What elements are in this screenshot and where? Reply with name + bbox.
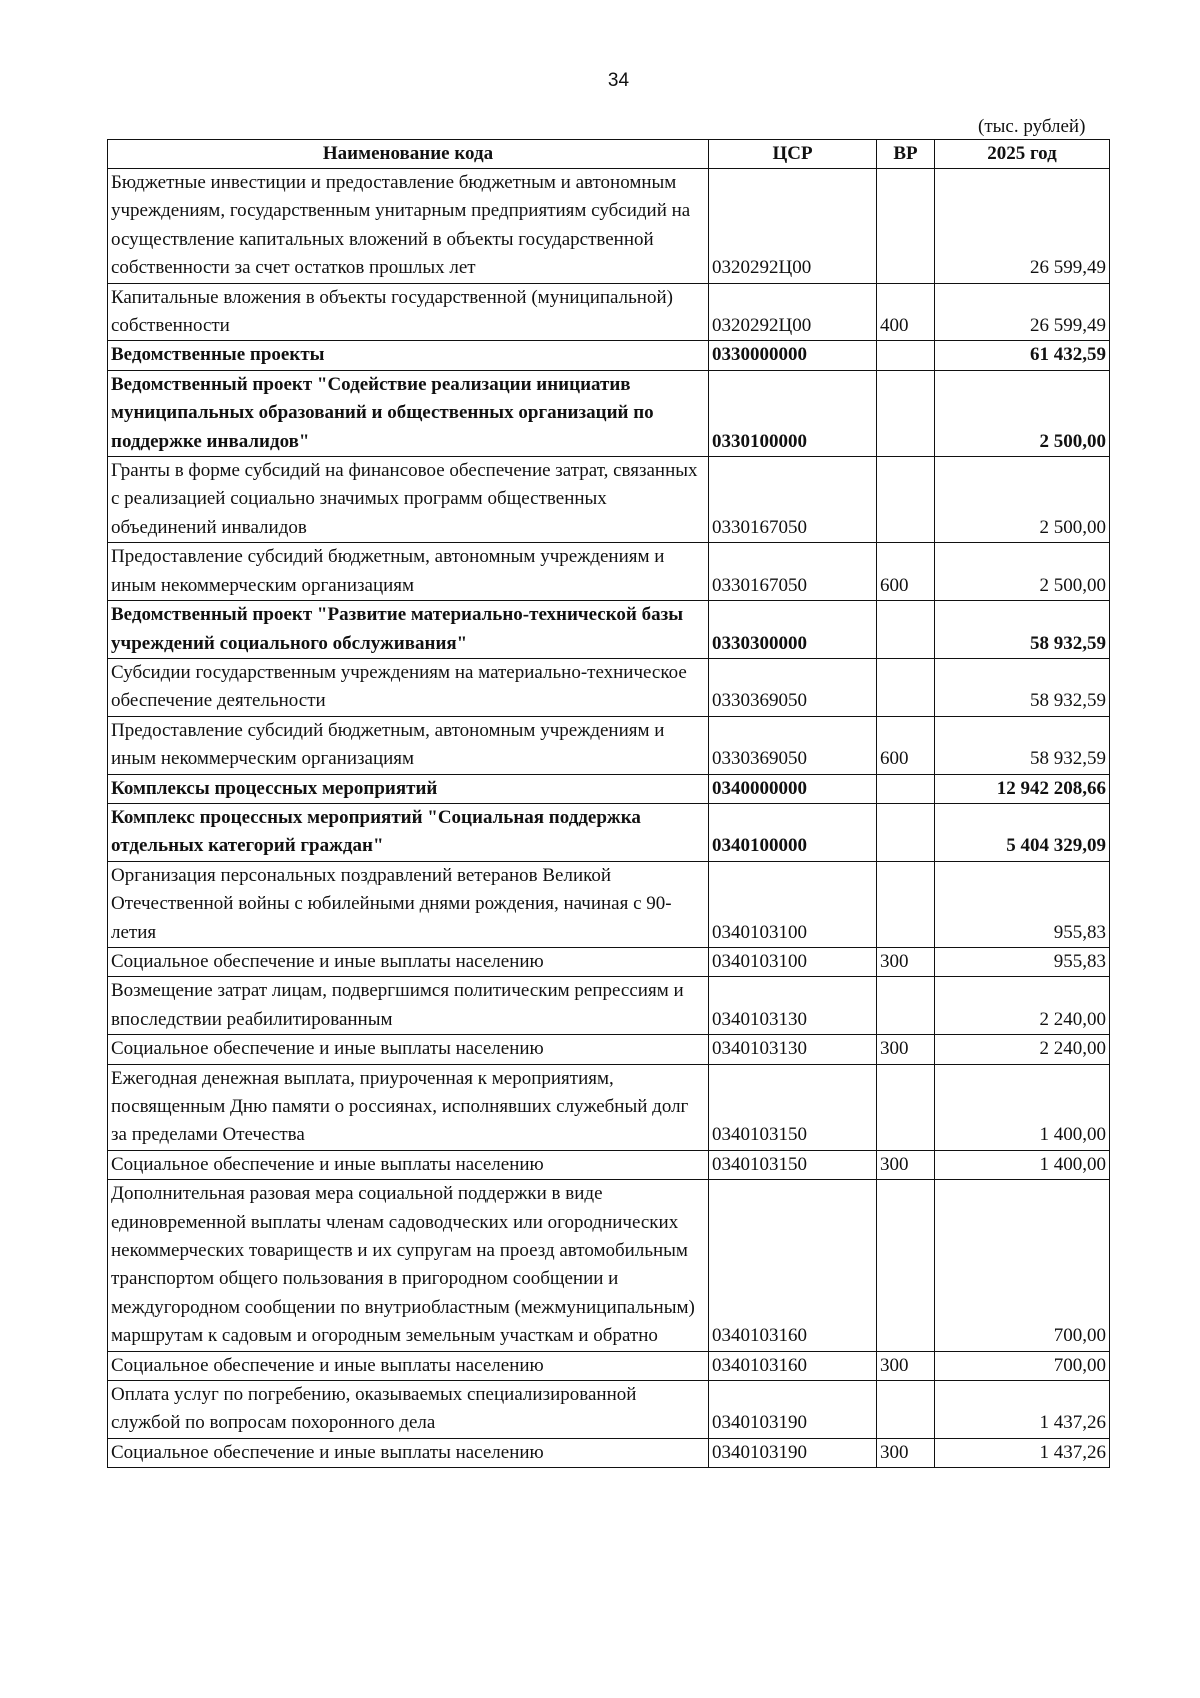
row-csr-cell: 0340100000 [709,803,877,861]
row-amount-cell: 58 932,59 [935,658,1110,716]
table-row [108,1064,1110,1150]
row-amount-cell: 700,00 [935,1180,1110,1351]
row-csr-cell: 0330300000 [709,601,877,659]
row-amount-cell: 26 599,49 [935,169,1110,284]
row-vr-cell: 300 [877,1351,935,1380]
row-amount-cell: 5 404 329,09 [935,803,1110,861]
header-name: Наименование кода [108,140,709,169]
row-vr-cell [877,774,935,803]
row-name-cell: Бюджетные инвестиции и предоставление бюджетным и автономным учреждениям, государственным унитарным предприятиям субсидий на осуществление капитальных вложений в объекты государственной собственности за счет остатков прошлых лет [108,169,709,284]
table-row [108,169,1110,284]
row-csr-cell: 0320292Ц00 [709,283,877,341]
row-csr-cell: 0330167050 [709,543,877,601]
row-amount-cell: 2 500,00 [935,370,1110,456]
table-row [108,716,1110,774]
row-vr-cell [877,803,935,861]
row-amount-cell: 1 400,00 [935,1150,1110,1179]
table-row [108,1180,1110,1351]
table-row [108,947,1110,976]
row-name-cell: Организация персональных поздравлений ветеранов Великой Отечественной войны с юбилейными днями рождения, начиная с 90-летия [108,861,709,947]
row-csr-cell: 0340103190 [709,1381,877,1439]
table-row [108,370,1110,456]
table-row [108,658,1110,716]
row-vr-cell: 300 [877,1150,935,1179]
row-name-cell: Социальное обеспечение и иные выплаты населению [108,1035,709,1064]
row-name-cell: Социальное обеспечение и иные выплаты населению [108,1150,709,1179]
table-row [108,774,1110,803]
header-vr: ВР [877,140,935,169]
row-vr-cell: 300 [877,947,935,976]
row-csr-cell: 0340103130 [709,977,877,1035]
row-name-cell: Возмещение затрат лицам, подвергшимся политическим репрессиям и впоследствии реабилитированным [108,977,709,1035]
table-row [108,283,1110,341]
row-vr-cell: 400 [877,283,935,341]
row-csr-cell: 0320292Ц00 [709,169,877,284]
row-vr-cell [877,1180,935,1351]
row-vr-cell [877,457,935,543]
row-amount-cell: 2 240,00 [935,977,1110,1035]
row-amount-cell: 58 932,59 [935,716,1110,774]
table-row [108,457,1110,543]
row-name-cell: Оплата услуг по погребению, оказываемых специализированной службой по вопросам похоронного дела [108,1381,709,1439]
table-body [108,169,1110,1468]
row-csr-cell: 0340103190 [709,1438,877,1467]
row-csr-cell: 0340103150 [709,1150,877,1179]
units-label: (тыс. рублей) [978,116,1086,137]
row-vr-cell: 600 [877,543,935,601]
row-csr-cell: 0340103130 [709,1035,877,1064]
row-amount-cell: 1 400,00 [935,1064,1110,1150]
table-row [108,1351,1110,1380]
row-name-cell: Капитальные вложения в объекты государственной (муниципальной) собственности [108,283,709,341]
row-amount-cell: 2 500,00 [935,543,1110,601]
row-csr-cell: 0340103100 [709,947,877,976]
table-header-row [108,140,1110,169]
row-amount-cell: 2 240,00 [935,1035,1110,1064]
row-name-cell: Комплекс процессных мероприятий "Социальная поддержка отдельных категорий граждан" [108,803,709,861]
table-row [108,861,1110,947]
header-amount: 2025 год [935,140,1110,169]
row-amount-cell: 12 942 208,66 [935,774,1110,803]
row-amount-cell: 26 599,49 [935,283,1110,341]
page-number: 34 [607,70,630,91]
row-amount-cell: 61 432,59 [935,341,1110,370]
row-vr-cell: 300 [877,1035,935,1064]
row-amount-cell: 955,83 [935,861,1110,947]
row-amount-cell: 58 932,59 [935,601,1110,659]
row-csr-cell: 0340103160 [709,1180,877,1351]
row-csr-cell: 0340000000 [709,774,877,803]
row-vr-cell [877,1381,935,1439]
row-csr-cell: 0330369050 [709,658,877,716]
row-name-cell: Ведомственные проекты [108,341,709,370]
row-amount-cell: 955,83 [935,947,1110,976]
row-vr-cell [877,370,935,456]
table-row [108,977,1110,1035]
row-csr-cell: 0330369050 [709,716,877,774]
table-row [108,601,1110,659]
row-csr-cell: 0340103100 [709,861,877,947]
row-name-cell: Социальное обеспечение и иные выплаты населению [108,947,709,976]
table-row [108,341,1110,370]
row-csr-cell: 0340103160 [709,1351,877,1380]
row-vr-cell [877,658,935,716]
table-row [108,803,1110,861]
budget-table [107,139,1110,1468]
row-name-cell: Предоставление субсидий бюджетным, автономным учреждениям и иным некоммерческим организациям [108,716,709,774]
row-vr-cell [877,601,935,659]
row-amount-cell: 1 437,26 [935,1381,1110,1439]
table-row [108,543,1110,601]
row-name-cell: Ежегодная денежная выплата, приуроченная к мероприятиям, посвященным Дню памяти о россиянах, исполнявших служебный долг за пределами Отечества [108,1064,709,1150]
table-row [108,1381,1110,1439]
header-csr: ЦСР [709,140,877,169]
row-name-cell: Ведомственный проект "Развитие материально-технической базы учреждений социального обслуживания" [108,601,709,659]
row-csr-cell: 0330167050 [709,457,877,543]
row-amount-cell: 700,00 [935,1351,1110,1380]
row-name-cell: Социальное обеспечение и иные выплаты населению [108,1438,709,1467]
row-vr-cell [877,341,935,370]
row-csr-cell: 0330100000 [709,370,877,456]
row-name-cell: Гранты в форме субсидий на финансовое обеспечение затрат, связанных с реализацией социально значимых программ общественных объединений инвалидов [108,457,709,543]
table-row [108,1035,1110,1064]
row-name-cell: Социальное обеспечение и иные выплаты населению [108,1351,709,1380]
row-amount-cell: 2 500,00 [935,457,1110,543]
row-csr-cell: 0340103150 [709,1064,877,1150]
row-name-cell: Дополнительная разовая мера социальной поддержки в виде единовременной выплаты членам садоводческих или огороднических некоммерческих товариществ и их супругам на проезд автомобильным транспортом общего пользования в пригородном сообщении и междугородном сообщении по внутриобластным (межмуниципальным) маршрутам к садовым и огородным земельным участкам и обратно [108,1180,709,1351]
row-vr-cell [877,861,935,947]
row-vr-cell: 600 [877,716,935,774]
row-name-cell: Субсидии государственным учреждениям на материально-техническое обеспечение деятельности [108,658,709,716]
row-amount-cell: 1 437,26 [935,1438,1110,1467]
row-vr-cell [877,1064,935,1150]
row-name-cell: Комплексы процессных мероприятий [108,774,709,803]
table-row [108,1150,1110,1179]
row-csr-cell: 0330000000 [709,341,877,370]
row-vr-cell [877,169,935,284]
row-name-cell: Ведомственный проект "Содействие реализации инициатив муниципальных образований и общественных организаций по поддержке инвалидов" [108,370,709,456]
row-vr-cell: 300 [877,1438,935,1467]
row-name-cell: Предоставление субсидий бюджетным, автономным учреждениям и иным некоммерческим организациям [108,543,709,601]
table-row [108,1438,1110,1467]
row-vr-cell [877,977,935,1035]
